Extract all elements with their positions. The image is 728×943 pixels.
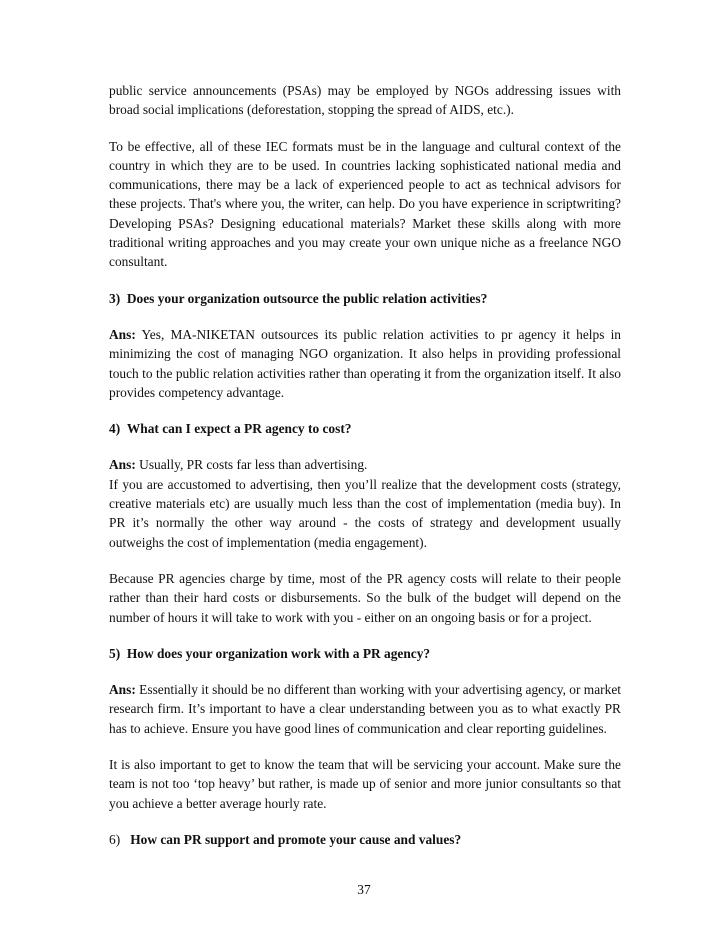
answer-3-text: Yes, MA-NIKETAN outsources its public relation activities to pr agency it helps in minimizing the cost of managing NGO organization. It also helps in providing professional touch to the public relation activities rather than operating it from the organization itself. It also provides competency advantage. [109,326,621,400]
answer-4-text-first: Usually, PR costs far less than advertising. [139,457,368,473]
answer-5-paragraph-2: It is also important to get to know the team that will be servicing your account. Make sure the team is not too ‘top heavy’ but rather, is made up of senior and more junior consultants so that you achieve a better average hourly rate. [109,757,621,811]
intro-paragraph-1: public service announcements (PSAs) may be employed by NGOs addressing issues with broad social implications (deforestation, stopping the spread of AIDS, etc.). [109,83,621,118]
answer-4-label: Ans: [109,457,136,473]
question-4-heading [109,419,621,438]
answer-5-label: Ans: [109,682,136,698]
page-number: 37 [357,882,371,897]
question-3-text: Does your organization outsource the public relation activities? [126,290,488,306]
question-3-number: 3) [109,290,121,306]
question-6-number: 6) [109,831,121,847]
answer-4-paragraph-2: Because PR agencies charge by time, most of the PR agency costs will relate to their people rather than their hard costs or disbursements. So the bulk of the budget will depend on the number of hours it will take to work with you - either on an ongoing basis or for a project. [109,570,621,625]
question-5-heading [109,644,621,663]
intro-paragraph-2: To be effective, all of these IEC formats must be in the language and cultural context of the country in which they are to be used. In countries lacking sophisticated national media and communications, there may be a lack of experienced people to act as technical advisors for these projects. That's where you, the writer, can help. Do you have experience in scriptwriting? Developing PSAs? Designing educational materials? Market these skills along with more traditional writing approaches and you may create your own unique niche as a freelance NGO consultant. [109,138,621,270]
question-4-text: What can I expect a PR agency to cost? [126,421,352,437]
answer-3-paragraph [109,325,621,402]
question-5-text: How does your organization work with a PR agency? [126,645,431,661]
question-3-heading [109,289,621,308]
document-page [109,81,621,866]
question-5-number: 5) [109,645,121,661]
question-6-text: How can PR support and promote your cause and values? [130,831,462,847]
answer-4-paragraph-1: If you are accustomed to advertising, then you’ll realize that the development costs (strategy, creative materials etc) are usually much less than the cost of implementation (media buy). In PR it’s normally the other way around - the costs of strategy and development usually outweighs the cost of implementation (media engagement). [109,476,621,550]
answer-3-label: Ans: [109,326,136,342]
answer-4-first-line [109,455,621,474]
answer-5-text: Essentially it should be no different than working with your advertising agency, or market research firm. It’s important to have a clear understanding between you as to what exactly PR has to achieve. Ensure you have good lines of communication and clear reporting guidelines. [109,682,621,736]
answer-5-paragraph-1 [109,680,621,738]
question-4-number: 4) [109,421,121,437]
question-6-heading [109,830,621,849]
